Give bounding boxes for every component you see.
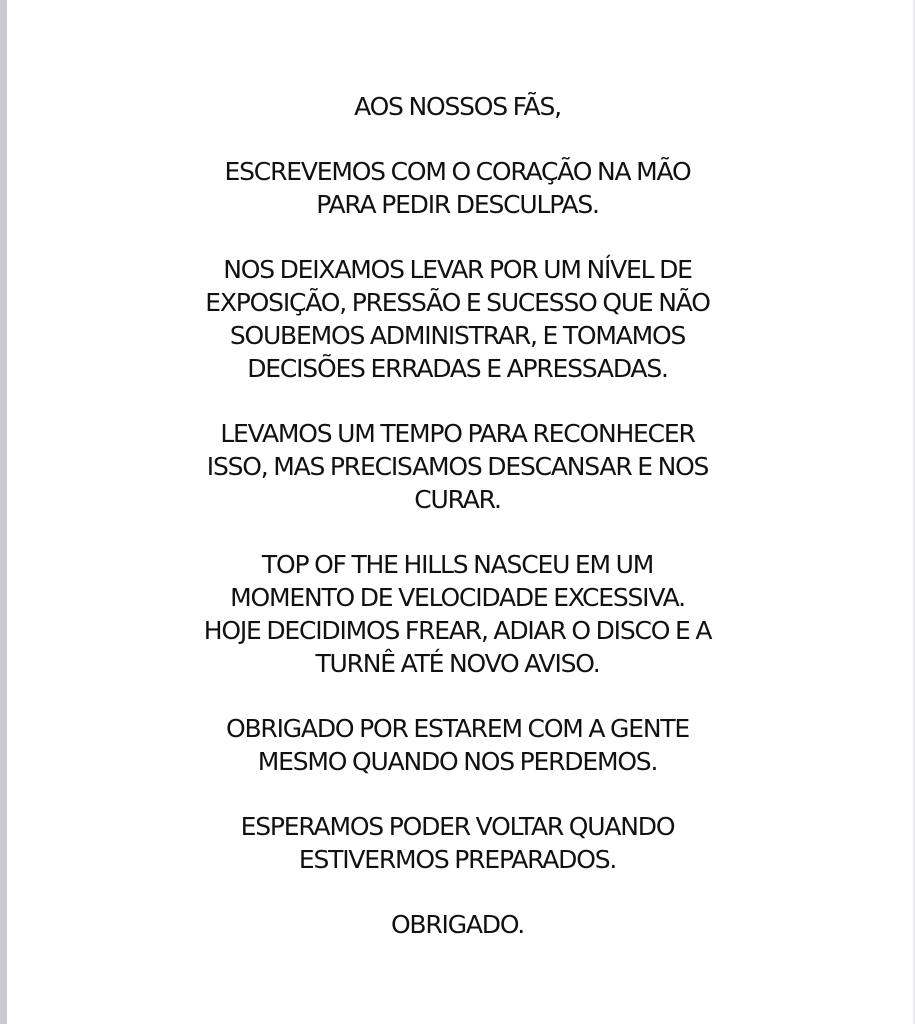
letter-line: NOS DEIXAMOS LEVAR POR UM NÍVEL DE xyxy=(223,255,692,284)
letter-line: LEVAMOS UM TEMPO PARA RECONHECER xyxy=(220,419,695,448)
letter-line: OBRIGADO. xyxy=(390,910,525,939)
paragraph-signoff xyxy=(0,908,915,941)
paragraph-apology xyxy=(0,155,915,221)
letter-line: ESCREVEMOS COM O CORAÇÃO NA MÃO xyxy=(224,157,691,186)
letter-line: TOP OF THE HILLS NASCEU EM UM xyxy=(261,550,654,579)
letter-line: OBRIGADO POR ESTAREM COM A GENTE xyxy=(225,714,689,743)
letter-line: CURAR. xyxy=(414,485,501,514)
letter-line: ISSO, MAS PRECISAMOS DESCANSAR E NOS xyxy=(206,452,709,481)
letter-line: PARA PEDIR DESCULPAS. xyxy=(316,190,599,219)
letter-line: SOUBEMOS ADMINISTRAR, E TOMAMOS xyxy=(229,321,686,350)
letter-line: MESMO QUANDO NOS PERDEMOS. xyxy=(257,747,658,776)
letter-line: TURNÊ ATÉ NOVO AVISO. xyxy=(315,649,600,678)
paragraph-return xyxy=(0,810,915,876)
paragraph-album xyxy=(0,548,915,680)
letter-line: HOJE DECIDIMOS FREAR, ADIAR O DISCO E A xyxy=(203,616,712,645)
letter-line: MOMENTO DE VELOCIDADE EXCESSIVA. xyxy=(230,583,685,612)
paragraph-greeting xyxy=(0,90,915,123)
letter-body xyxy=(0,90,915,973)
letter-line: ESTIVERMOS PREPARADOS. xyxy=(298,845,617,874)
letter-line: ESPERAMOS PODER VOLTAR QUANDO xyxy=(240,812,675,841)
letter-line: EXPOSIÇÃO, PRESSÃO E SUCESSO QUE NÃO xyxy=(205,288,710,317)
letter-line: DECISÕES ERRADAS E APRESSADAS. xyxy=(247,354,668,383)
paragraph-exposure xyxy=(0,253,915,385)
paragraph-thanks xyxy=(0,712,915,778)
letter-line: AOS NOSSOS FÃS, xyxy=(354,92,561,121)
paragraph-recognize xyxy=(0,417,915,516)
